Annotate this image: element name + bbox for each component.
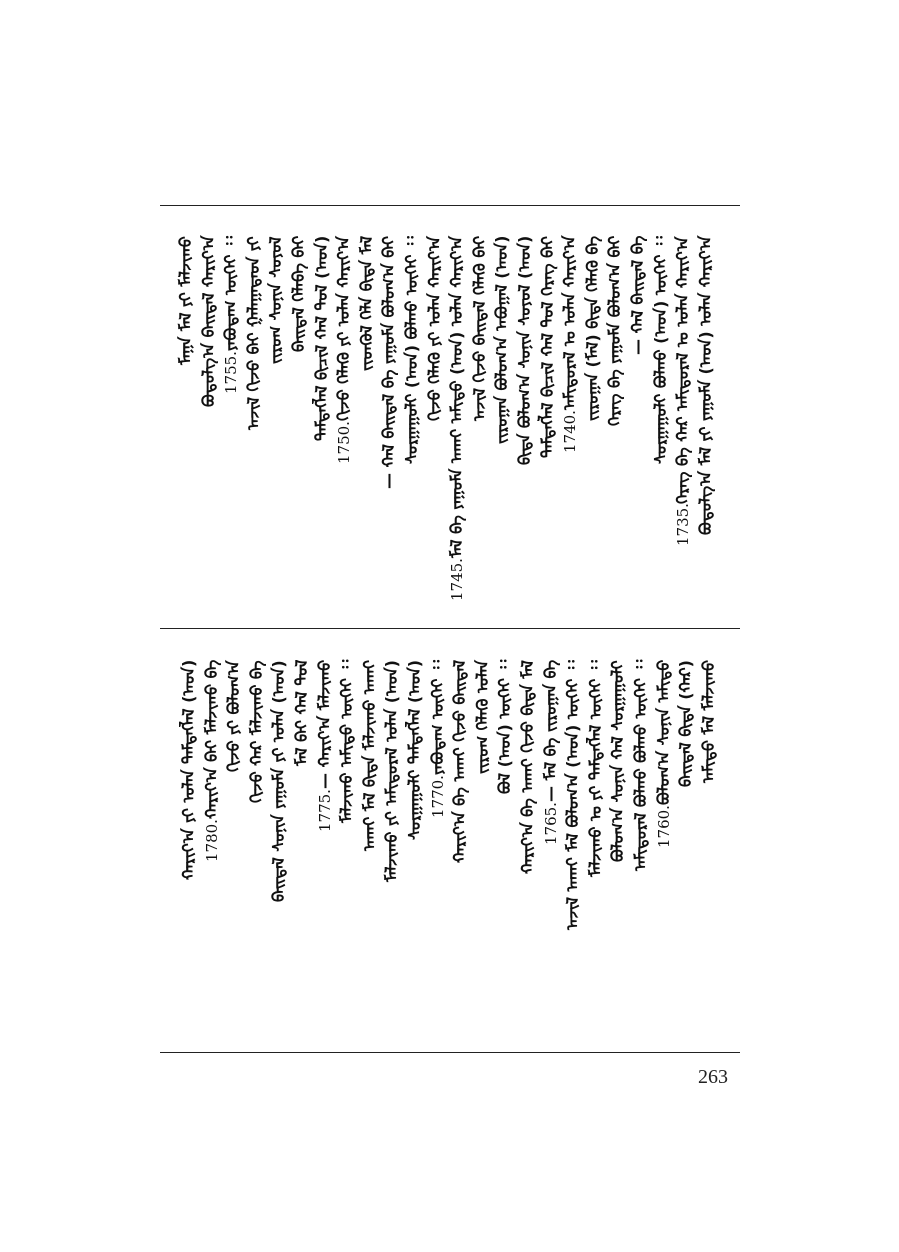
text-line xyxy=(291,236,307,511)
text-line xyxy=(407,660,423,935)
line-text: ᠠᠵᠢᠯ ᠠᠬᠠᠢ ᠮᠠᠯ ᠪᠣᠯᠣᠭ᠎ᠠ (ᠠᠳ) ᠦᠭᠡᠢ ᠄᠄ xyxy=(563,660,583,930)
text-line xyxy=(424,236,444,511)
line-text: ᠮᠠᠬ᠋ᠠ ᠮᠠᠯ ᠶᠢ ᠮᠠᠯᠵᠢᠬᠤ xyxy=(176,236,195,365)
text-line xyxy=(339,660,355,935)
line-text: ᠰᠤᠷᠭᠠᠭᠤᠯᠢ (ᠠᠳ) ᠪᠣᠯᠬᠤ ᠦᠭᠡᠢ ᠄᠄ xyxy=(402,236,421,464)
line-text: ᠠᠮᠢᠳᠤᠷᠠᠯ ᠪᠣᠯᠬᠤ ᠪᠣᠯᠬᠤ ᠦᠭᠡᠢ ᠄᠄ xyxy=(631,660,650,872)
text-line xyxy=(537,236,557,511)
text-line xyxy=(653,660,673,935)
line-text: ᠮᠠᠯ ᠪᠡ ᠶᠠᠭᠤᠮᠠ ᠠᠬᠠᠢ ᠠᠮᠢᠳᠤ (ᠠᠳ) ᠣᠯᠠᠨ ᠬᠠᠷᠢᠶ᠎ᠠ xyxy=(447,236,467,558)
line-number: 1765. xyxy=(541,802,560,846)
line-text: ᠵᠢᠷᠤᠭᠠᠨ ᠪᠣᠯᠣᠭ᠎ᠠ ᠠᠪᠤᠭᠠᠯ (ᠠᠳ) xyxy=(492,236,512,445)
line-text: ᠠᠬᠠᠢ ᠮᠠᠯ ᠪᠢᠳᠡ ᠮᠠᠯᠵᠢᠬᠤ ᠠᠬᠠᠢ xyxy=(359,660,379,852)
line-text: ᠠᠵᠢᠯ ᠬᠢᠵᠦ ᠪᠠᠢ ᠭᠠᠯᠠᠭᠠᠳᠠᠳ ᠶᠢ xyxy=(243,236,263,430)
text-line xyxy=(359,660,379,935)
line-text: ᠬᠡᠷᠡᠭ ᠪᠡ ᠬᠠᠷ ᠠᠮᠢᠳᠤᠷᠠᠯ ᠤ ᠣᠯᠠᠨ ᠬᠠᠷᠢᠶ᠎ᠠ xyxy=(673,236,693,504)
middle-rule xyxy=(160,628,740,629)
text-line xyxy=(494,236,510,511)
line-text: ᠬᠠᠷᠢᠶ᠎ᠠ ᠶᠢ ᠣᠯᠠᠨ ᠲᠡᠮᠳᠡᠭᠯᠡᠯ (ᠠᠳ) xyxy=(179,660,198,881)
text-line xyxy=(673,236,693,547)
line-text: ᠠᠮᠢᠳᠤᠷᠠᠯ ᠤ ᠣᠯᠠᠨ ᠬᠠᠷᠢᠶ᠎ᠠ xyxy=(560,236,580,411)
line-text: ᠲᠡᠮᠳᠡᠭᠯᠡᠯ ᠪᠢᠴᠢᠯ ᠬᠠᠯ ᠳᠤᠯ (ᠠᠳ) xyxy=(311,236,331,442)
line-text: ᠰᠤᠷᠭᠠᠭᠤᠯᠢ ᠪᠣᠯᠬᠤ (ᠠᠳ) ᠦᠭᠡᠢ ᠄᠄ xyxy=(650,236,670,464)
text-line xyxy=(198,236,218,511)
bottom-rule xyxy=(160,1052,740,1053)
text-line xyxy=(246,660,266,935)
text-line xyxy=(630,236,646,511)
text-line xyxy=(381,236,397,511)
text-line xyxy=(268,236,284,511)
line-number: 1735. xyxy=(674,503,693,547)
line-text: ᠶᠠᠪᠤᠳᠠᠭ ᠦᠭᠡᠢ ᠄᠄ xyxy=(427,660,447,775)
text-line xyxy=(517,236,533,511)
text-line xyxy=(497,660,513,935)
text-line xyxy=(427,660,447,935)
line-text: — ᠬᠠᠷᠢᠶ᠎ᠠ ᠮᠠᠯᠵᠢᠬᠤ xyxy=(314,660,334,790)
line-number: 1740. xyxy=(561,410,580,454)
text-line xyxy=(469,236,489,511)
text-line xyxy=(356,236,376,511)
line-text: ᠬᠢᠵᠦ ᠬᠡᠯᠡᠬᠦ ᠶᠢ ᠣᠯᠠᠨ ᠬᠠᠷᠢᠶ᠎ᠠ xyxy=(424,236,444,421)
line-number: 1780. xyxy=(202,819,221,863)
text-line xyxy=(447,236,467,601)
line-text: ᠵᠢᠷᠤᠭ ᠰᠣᠨᠢᠨ ᠰᠣᠶᠤᠯ xyxy=(266,236,286,364)
line-number: 1760. xyxy=(654,805,673,849)
text-line xyxy=(311,236,331,511)
line-number: 1775. xyxy=(315,789,334,833)
line-text: ᠮᠠᠯᠵᠢᠬᠤ ᠶᠢ ᠠᠮᠢᠳᠤᠷᠠᠯ ᠣᠯᠠᠨ (ᠠᠳ) xyxy=(382,660,402,882)
line-text: ᠬᠠᠷᠢᠶ᠎ᠠ ᠪᠡ ᠠᠬᠠᠢ ᠬᠢᠵᠦ ᠪᠠᠢᠳᠠᠯ xyxy=(450,660,470,864)
text-line xyxy=(698,660,718,935)
line-text: ᠪᠣᠯᠣᠭ᠎ᠠ ᠰᠣᠨᠢᠨ ᠬᠠᠯ ᠰᠤᠷᠭᠠᠭᠤᠯᠢ xyxy=(608,660,628,862)
text-line xyxy=(294,660,310,935)
text-line xyxy=(540,660,560,935)
text-line xyxy=(607,236,623,511)
line-text: ᠵᠢᠷᠤᠭᠠᠨ (ᠮᠠᠯ) ᠪᠢᠳᠡ ᠬᠡᠯᠡᠬᠦ ᠪᠡ xyxy=(582,236,602,422)
text-line xyxy=(695,236,715,536)
line-number: 1770. xyxy=(428,774,447,818)
text-line xyxy=(633,660,649,935)
text-line xyxy=(565,660,581,935)
line-text: — ᠬᠠᠯ ᠪᠠᠢᠳᠠᠯ ᠪᠡ ᠶᠠᠭᠤᠮᠠ ᠪᠣᠯᠣᠭ᠎ᠠ ᠪᠠᠢ xyxy=(379,236,399,490)
text-line xyxy=(610,660,626,935)
line-text: — ᠬᠠᠯ ᠪᠠᠢᠳᠠᠯ ᠪᠡ xyxy=(628,236,647,356)
text-line xyxy=(384,660,400,935)
line-text: ᠪᠣᠳᠣᠯᠭ᠎ᠠ ᠮᠠᠯ ᠶᠢ ᠶᠠᠭᠤᠮᠠ (ᠠᠳ) ᠣᠯᠠᠨ ᠬᠠᠷᠢᠶ᠎ᠠ xyxy=(695,236,715,536)
text-line xyxy=(582,236,602,511)
line-text: ᠪᠣᠳᠣᠯᠭ᠎ᠠ ᠪᠠᠢᠳᠠᠯ ᠬᠠᠷᠢᠶ᠎ᠠ xyxy=(198,236,218,408)
line-text: ᠪᠣᠯᠣᠭ᠎ᠠ ᠰᠣᠨᠢᠨ ᠠᠮᠢᠳᠤ xyxy=(653,660,673,806)
line-text: ᠪᠠᠢᠳᠠᠯ ᠬᠡᠯᠡᠪᠡ ᠪᠠᠢ xyxy=(289,236,308,353)
line-text: ᠬᠢᠵᠦ ᠬᠡᠯᠡᠬᠦ ᠶᠢ ᠣᠯᠠᠨ ᠬᠠᠷᠢᠶ᠎ᠠ xyxy=(334,236,354,421)
line-text: ᠠᠮᠢᠳᠤ ᠮᠠᠯ ᠮᠠᠯᠵᠢᠬᠤ xyxy=(698,660,718,783)
line-text: — ᠮᠠᠯ ᠪᠡ ᠵᠢᠷᠤᠭᠠᠨ ᠪᠡ xyxy=(540,660,560,803)
line-text: ᠬᠢᠵᠦ ᠬᠠᠷ ᠮᠠᠯᠵᠢᠬᠤ ᠪᠡ xyxy=(246,660,266,803)
line-text: ᠵᠢᠷᠤᠭ ᠬᠡᠯᠡᠬᠦ ᠣᠯᠠᠨ xyxy=(472,660,492,774)
line-text: ᠬᠠᠷᠢᠶ᠎ᠠ ᠪᠠᠢ ᠮᠠᠯᠵᠢᠬᠤ ᠪᠡ xyxy=(201,660,221,820)
line-number: 1750. xyxy=(335,420,354,464)
line-text: ᠠᠵᠢᠯ ᠬᠢᠵᠦ ᠪᠠᠢᠳᠠᠯ ᠬᠡᠯᠡᠬᠦ ᠪᠠᠢ xyxy=(469,236,489,422)
line-text: ᠪᠢᠳᠡ ᠪᠣᠯᠣᠭ᠎ᠠ ᠰᠣᠨᠢᠨ ᠰᠣᠶᠤᠯ (ᠠᠳ) xyxy=(515,236,534,466)
line-number: 1755. xyxy=(222,350,241,394)
line-text: ᠪᠠᠢᠳᠠᠯ ᠰᠣᠨᠢᠨ ᠶᠠᠭᠤᠮᠠ ᠶᠢ ᠣᠯᠠᠨ (ᠠᠳ) xyxy=(269,660,289,902)
top-rule xyxy=(160,205,740,206)
line-text: ᠵᠢᠳᠬᠦᠯ ᠬᠡᠯᠡ ᠪᠢᠳᠡ ᠮᠠᠯ xyxy=(356,236,376,372)
line-text: ᠮᠠᠯ ᠪᠠᠢ ᠬᠠᠯ ᠳᠤᠯ xyxy=(292,660,311,767)
text-line xyxy=(243,236,263,511)
text-line xyxy=(520,660,536,935)
text-line xyxy=(472,660,492,935)
text-line xyxy=(404,236,420,511)
line-text: ᠪᠠᠢᠳᠠᠯ ᠪᠢᠳᠡ (ᠬᠠᠷ) xyxy=(676,660,696,787)
line-text: ᠮᠠᠯᠵᠢᠬᠤ ᠤ ᠶᠢ ᠲᠡᠮᠳᠡᠭᠯᠡᠯ ᠦᠭᠡᠢ ᠄᠄ xyxy=(585,660,605,877)
text-line xyxy=(562,236,578,511)
text-line xyxy=(678,660,694,935)
text-line xyxy=(201,660,221,935)
text-line xyxy=(271,660,287,935)
line-text: ᠮᠠᠯᠵᠢᠬᠤ ᠠᠮᠢᠳᠤ ᠦᠭᠡᠢ ᠄᠄ xyxy=(337,660,357,824)
line-text: ᠪᠣᠯ (ᠠᠳ) ᠦᠭᠡᠢ ᠄᠄ xyxy=(495,660,515,795)
line-text: ᠬᠡᠷᠡᠭ ᠪᠡ ᠶᠠᠭᠤᠮᠠ ᠪᠣᠯᠣᠭ᠎ᠠ ᠪᠠᠢ xyxy=(605,236,625,427)
line-number: 1745. xyxy=(448,558,467,601)
line-text: ᠬᠢᠵᠦ ᠶᠢ ᠪᠣᠯᠣᠭ᠎ᠠ xyxy=(224,660,244,772)
text-line xyxy=(181,660,197,935)
text-line xyxy=(314,660,334,935)
text-line xyxy=(585,660,605,935)
line-text: ᠰᠤᠷᠭᠠᠭᠤᠯᠢ ᠲᠡᠮᠳᠡᠭᠯᠡᠯ (ᠠᠳ) xyxy=(405,660,424,841)
text-line xyxy=(336,236,352,511)
line-text: ᠲᠡᠮᠳᠡᠭᠯᠡᠯ ᠪᠢᠴᠢᠯ ᠬᠠᠯ ᠳᠤᠯ ᠬᠡᠷᠡᠭ ᠪᠠᠢ xyxy=(537,236,557,458)
text-line xyxy=(226,660,242,935)
text-line xyxy=(452,660,468,935)
text-line xyxy=(178,236,194,511)
line-text: ᠶᠠᠪᠤᠳᠠᠭ ᠦᠭᠡᠢ ᠄᠄ xyxy=(221,236,241,351)
text-line xyxy=(223,236,239,511)
page-number: 263 xyxy=(698,1066,728,1088)
text-line xyxy=(650,236,670,511)
line-text: ᠬᠠᠷᠢᠶ᠎ᠠ ᠪᠡ ᠠᠬᠠᠢ ᠬᠢᠵᠦ ᠪᠢᠳᠡ ᠮᠠᠯ xyxy=(518,660,537,874)
